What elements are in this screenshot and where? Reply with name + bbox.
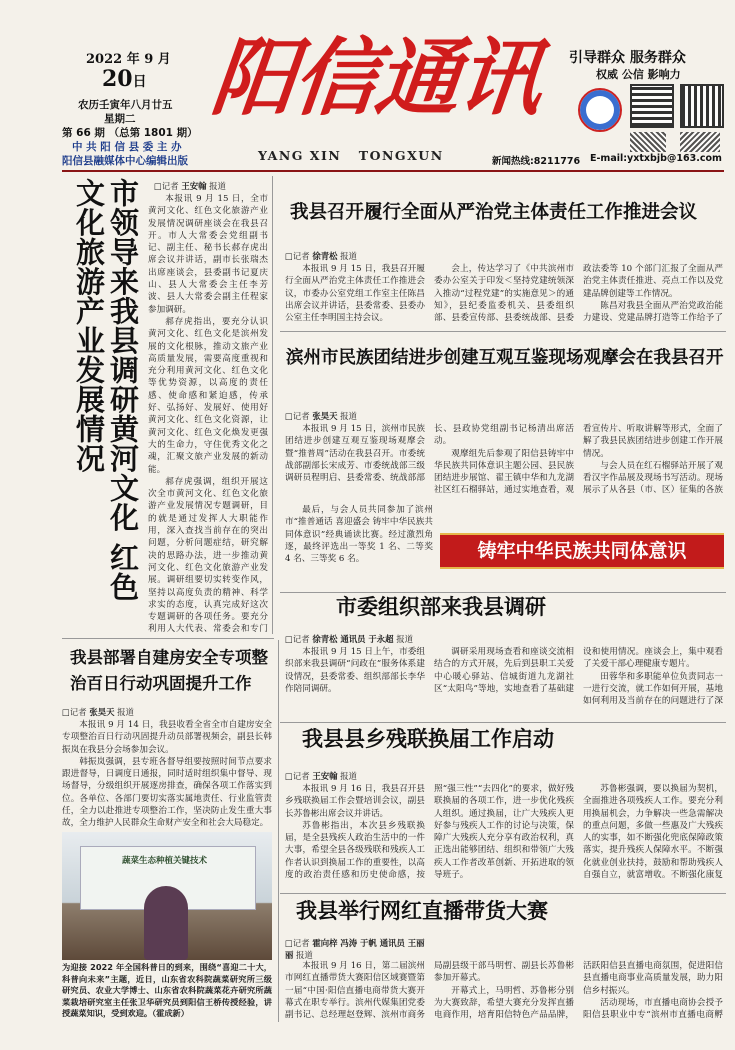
hotline: 新闻热线:8211776 [492, 156, 581, 167]
qr-code-1 [630, 84, 674, 128]
story3-paragraph: 与会人员在红石榴驿站开展了观看汉字作品展及现场书写活动。现场展示了从各县（市、区）征集的各族 [583, 460, 723, 496]
qr-code-2 [680, 84, 724, 128]
byline-name: 张昊天 [312, 411, 338, 421]
photo-slide-title: 蔬菜生态种植关键技术 [122, 856, 208, 866]
story5-body [285, 646, 723, 718]
story6-headline: 我县县乡残联换届工作启动 [302, 727, 554, 751]
section-divider [280, 592, 726, 593]
lead-body [148, 193, 268, 635]
story2-paragraph: 会上，传达学习了《中共滨州市委办公室关于印发＜坚持党建统领深入推动“过程党建”的实施意见＞的通知》，县纪委监委机关、县委组织部、县委宣传部、县委统战部、县委政法委等 10 个部门汇报了全面从严治党主体责任推进、亮点工作以及党建品牌创建等工作情况。 [434, 264, 723, 324]
byline-name: 张昊天 [89, 707, 115, 717]
masthead-title: 阳信通讯 [206, 28, 546, 127]
story7-body [285, 960, 723, 1022]
story4-paragraph: 本报讯 9 月 14 日，我县收看全省全市自建房安全专项整治百日行动巩固提升动员部署视频会，副县长韩振岚在我县分会场参加会议。 [62, 720, 272, 755]
story6-paragraph: 苏鲁彬指出，本次县乡残联换届，是全县残疾人政治生活中的一件大事，希望全县各级残联和残疾人工作者认识到换届工作的重要性，以高度的政治责任感和历史使命感，按照“强三性”“去四化”的要求，做好残联换届的各项工作，进一步优化残疾人组织。通过换届，让广大残疾人更好参与残疾人工作的讨论与决策，保障广大残疾人充分享有政治权利，真正选出能够团结、组织和带领广大残疾人工作者改革创新、开拓进取的领导班子。 [285, 784, 574, 881]
story5-headline: 市委组织部来我县调研 [336, 595, 546, 619]
lead-headline: 市领导来我县调研黄河文化 红色文化旅游产业发展情况 [72, 178, 140, 602]
story7-paragraph: 本报讯 9 月 16 日，第二届滨州市网红直播带货大赛阳信区域赛暨第一届“中国·阳信直播电商带货大赛开幕式在职专举行。滨州代媒集团党委副书记、总经理赵登辉、滨州市商务局副县级干部马明哲、副县长苏鲁彬参加开幕式。 [285, 961, 574, 1021]
day-number: 20 [102, 66, 133, 92]
column-divider [278, 640, 279, 1022]
story2-paragraph: 陈昌对我县全面从严治党政治能力建设、党建品牌打造等工作给予了 [583, 300, 723, 324]
date-day [102, 66, 147, 92]
column-divider [272, 176, 273, 634]
qr-code-4 [680, 132, 720, 152]
issue-number: 第 66 期 （总第 1801 期） [62, 127, 198, 139]
byline-label: □记者 [154, 181, 179, 191]
byline-label: □记者 [285, 938, 310, 948]
story7-headline: 我县举行网红直播带货大赛 [296, 899, 548, 923]
story3-banner [440, 533, 724, 569]
slogan-main: 引导群众 服务群众 [569, 50, 686, 66]
photo-presenter [144, 886, 188, 960]
byline-suffix: 报道 [296, 950, 313, 960]
story3-paragraph: 观摩组先后参观了阳信县铸牢中华民族共同体意识主题公园、县民族团结进步展馆、翟王镇中华和九龙湖社区红石榴驿站，通过实地查看，观看宣传片、听取讲解等形式，全面了解了我县民族团结进步创建工作开展情况。 [434, 424, 723, 496]
masthead-pinyin: YANG XIN TONGXUN [258, 148, 444, 163]
story6-body [285, 783, 723, 889]
byline-suffix: 报道 [209, 181, 226, 191]
story3-paragraph: 本报讯 9 月 15 日，滨州市民族团结进步创建互观互鉴现场观摩会暨“推普周”活动在我县召开。市委统战部副部长宋成芳、市委统战部三级调研员程明启、县委常委、统战部部长、县政协党组副书记杨清出席活动。 [285, 424, 574, 484]
slogan-sub: 权威 公信 影响力 [596, 68, 681, 81]
logo-badge [578, 88, 622, 132]
story4-body [62, 719, 272, 829]
story2-byline [285, 250, 425, 262]
story4-caption [62, 962, 272, 1020]
story3-byline [285, 410, 425, 422]
story3-paragraph: 最后，与会人员共同参加了滨州市“推普通话 喜迎盛会 铸牢中华民族共同体意识”经典诵读比赛。经过激烈角逐，最终评选出一等奖 1 名、二等奖 4 名、三等奖 6 名。 [285, 505, 433, 565]
byline-suffix: 报道 [340, 771, 357, 781]
section-divider [280, 893, 726, 894]
byline-name: 徐青松 [312, 251, 338, 261]
byline-suffix: 报道 [340, 251, 357, 261]
story5-paragraph: 田蓉华和多职能单位负责同志一一进行交流，就工作如何开展，基地如何利用及当前存在的问题进行了深 [583, 671, 723, 707]
byline-suffix: 报道 [396, 634, 413, 644]
lead-byline [154, 180, 274, 192]
masthead-rule [62, 170, 724, 172]
sponsor: 中 共 阳 信 县 委 主 办 [72, 141, 182, 153]
story4-photo [62, 832, 272, 960]
lead-paragraph: 郝存虎指出，要充分认识黄河文化、红色文化是滨州发展的文化根脉，推动文旅产业高质量发展，需要高度重视和充分利用黄河文化、红色文化等优势资源，以高度的责任感、使命感和紧迫感，传承好、弘扬好、发展好、使用好黄河文化、红色文化资源，让黄河文化、红色文化焕发更强大的生命力，守住优秀文化之魂，汇聚文旅产业发展的新动能。 [148, 316, 268, 475]
caption-credit: （霍成新） [152, 1008, 189, 1018]
weekday: 星期二 [104, 113, 136, 125]
story5-byline [285, 633, 431, 645]
masthead [0, 0, 735, 172]
story4-headline [70, 645, 270, 697]
story6-byline [285, 770, 431, 782]
lead-paragraph: 本报讯 9 月 15 日，全市黄河文化、红色文化旅游产业发展情况调研座谈会在我县召开。市人大常委会党组副书记、副主任、秘书长郝存虎出席会议并讲话，副市长张瑞杰出席座谈会，县委副书记夏庆山、县人大常委会主任李芳波、县人大常委会副主任程家参加调研。 [148, 194, 268, 315]
story7-paragraph: 活动现场，市直播电商协会授予阳信县职业中专“滨州市直播电商孵 [583, 997, 723, 1021]
story5-paragraph: 本报讯 9 月 15 日上午，市委组织部来我县调研“问政在”服务体系建设情况，县委常委、组织部部长李华作陪同调研。 [285, 647, 425, 694]
story3-body-b [285, 504, 433, 590]
story3-body-a [285, 423, 723, 501]
byline-name: 徐青松 通讯员 于永超 [312, 634, 394, 644]
story2-body [285, 263, 723, 327]
story3-headline: 滨州市民族团结进步创建互观互鉴现场观摩会在我县召开 [286, 348, 724, 368]
lunar-date: 农历壬寅年八月廿五 [78, 99, 173, 111]
byline-label: □记者 [62, 707, 87, 717]
caption-text: 为迎接 2022 年全国科普日的到来，围绕“喜迎二十大，科普向未来”主题，近日，山东省农科院蔬菜研究所三级研究员、农业大学博士、山东省农科院蔬菜花卉研究所蔬菜栽培研究室主任张卫华研究员到阳信王桥传授经验，讲授蔬菜知识，受到欢迎。 [62, 962, 272, 1018]
qr-code-3 [630, 132, 666, 152]
story6-paragraph: 苏鲁彬强调，要以换届为契机，全面推进各项残疾人工作。要充分利用换届机会，力争解决一些急需解决的重点问题，多做一些惠及广大残疾人的实事，如不断强化兜底保障政策落实，提升残疾人保障水平。不断强化就业创业扶持，鼓励和帮助残疾人自强自立，就富增收。不断强化康复 [583, 784, 723, 881]
story6-paragraph: 本报讯 9 月 16 日，我县召开县乡残联换届工作会暨培训会议，副县长苏鲁彬出席会议并讲话。 [285, 784, 425, 819]
story7-byline [285, 937, 431, 961]
byline-name: 王安翰 [312, 771, 338, 781]
byline-label: □记者 [285, 634, 310, 644]
story2-headline: 我县召开履行全面从严治党主体责任工作推进会议 [290, 202, 698, 223]
story4-headline-text: 我县部署自建房安全专项整治百日行动巩固提升工作 [70, 648, 268, 693]
story7-paragraph: 开幕式上，马明哲、苏鲁彬分别为大赛致辞，希望大赛充分发挥直播电商作用，培育阳信特色产品品牌，活跃阳信县直播电商氛围，促进阳信县直播电商事业高质量发展，助力阳信乡村振兴。 [434, 961, 723, 1021]
day-suffix: 日 [132, 74, 147, 90]
story4-paragraph: 韩振岚强调，县专班各督导组要按照时间节点要求跟进督导，日调度日通报，同时适时组织集中督导、现场督导，分级组织开展逐房排查，确保各项工作落实到位。各单位、各部门要切实落实属地责任、行业监管责任，全力以赴推进专项整治工作，坚决防止发生重大事故，全力维护人民群众生命财产安全和社会大局稳定。 [62, 756, 272, 829]
byline-suffix: 报道 [117, 707, 134, 717]
banner-text: 铸牢中华民族共同体意识 [477, 540, 687, 562]
email: E-mail:yxtxbjb@163.com [590, 153, 722, 164]
publisher: 阳信县融媒体中心编辑出版 [62, 155, 188, 167]
byline-suffix: 报道 [340, 411, 357, 421]
byline-label: □记者 [285, 251, 310, 261]
section-divider [280, 722, 726, 723]
byline-name: 霍向梓 冯涛 于帆 通讯员 王丽丽 [285, 938, 425, 960]
story4-byline [62, 706, 272, 718]
lead-paragraph: 郝存虎强调，组织开展这次全市黄河文化、红色文化旅游产业发展情况专题调研，目的就是通过发挥人大职能作用，深入查找当前存在的突出问题，分析问题症结，研究解决的思路办法，进一步推动黄河文化、红色文化旅游产业发展。调研组要切实转变作风，坚持以高度负责的精神、科学求实的态度，认真完成好这次专题调研的各项任务。要充分利用人大代表、常委会和专门 [148, 476, 268, 635]
byline-name: 王安翰 [181, 181, 207, 191]
section-divider [62, 638, 274, 639]
section-divider [280, 331, 726, 332]
byline-label: □记者 [285, 411, 310, 421]
byline-label: □记者 [285, 771, 310, 781]
story2-paragraph: 本报讯 9 月 15 日，我县召开履行全面从严治党主体责任工作推进会议，市委办公室党组工作室主任陈昌出席会议并讲话，县委常委、县委办公室主任李明国主持会议。 [285, 264, 425, 324]
date-line: 2022 年 9 月 [86, 52, 171, 67]
story5-paragraph: 调研采用现场查看和座谈交流相结合的方式开展，先后到县职工关爱中心暖心驿站、信城街道九龙湖社区“太阳鸟”等地，实地查看了基础建设和使用情况。座谈会上，集中观看了关爱干部心理健康专题片。 [434, 647, 723, 694]
